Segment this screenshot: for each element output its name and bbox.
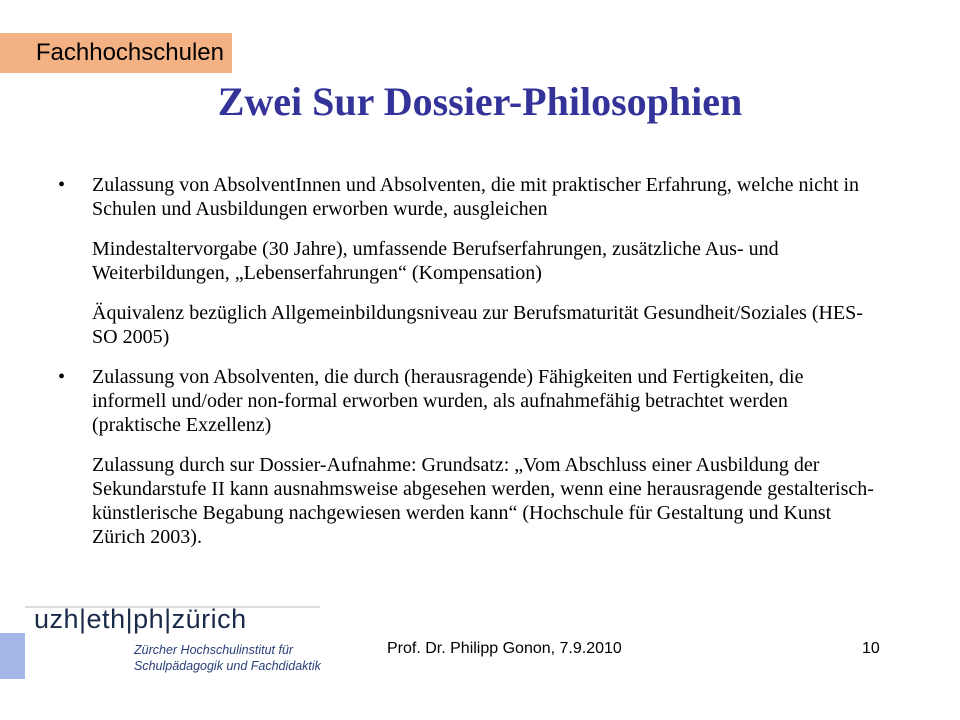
bullet-icon: • bbox=[58, 366, 66, 388]
institution-subtitle bbox=[134, 642, 324, 674]
footer-author: Prof. Dr. Philipp Gonon, 7.9.2010 bbox=[387, 640, 622, 657]
bullet-item bbox=[56, 365, 876, 437]
slide-title: Zwei Sur Dossier-Philosophien bbox=[217, 79, 743, 124]
sub-paragraph: Zulassung durch sur Dossier-Aufnahme: Grundsatz: „Vom Abschluss einer Ausbildung der Sekundarstufe II kann ausnahmsweise abgesehen werden, wenn eine herausragende gestalterisch-künstlerische Begabung nachgewiesen werden kann“ (Hochschule für Gestaltung und Kunst Zürich 2003). bbox=[92, 454, 874, 548]
bullet-text: Zulassung von Absolventen, die durch (herausragende) Fähigkeiten und Fertigkeiten, die informell und/oder non-formal erworben wurden, als aufnahmefähig betrachtet werden (praktische Exzellenz) bbox=[92, 366, 804, 436]
bullet-icon: • bbox=[58, 174, 66, 196]
institution-logo: uzh|eth|ph|zürich bbox=[34, 604, 247, 634]
bullet-item bbox=[56, 173, 876, 221]
logo-accent-bar bbox=[0, 633, 25, 679]
sub-paragraph: Mindestaltervorgabe (30 Jahre), umfassende Berufserfahrungen, zusätzliche Aus- und Weiterbildungen, „Lebenserfahrungen“ (Kompensation) bbox=[92, 238, 779, 284]
bullet-text: Zulassung von AbsolventInnen und Absolventen, die mit praktischer Erfahrung, welche nicht in Schulen und Ausbildungen erworben wurde, ausgleichen bbox=[92, 174, 860, 220]
institution-subtitle-line: Schulpädagogik und Fachdidaktik bbox=[134, 659, 321, 673]
section-tag: Fachhochschulen bbox=[0, 33, 232, 73]
sub-paragraph: Äquivalenz bezüglich Allgemeinbildungsniveau zur Berufsmaturität Gesundheit/Soziales (HES-SO 2005) bbox=[92, 302, 863, 348]
institution-subtitle-line: Zürcher Hochschulinstitut für bbox=[134, 643, 294, 657]
page-number: 10 bbox=[862, 640, 880, 657]
slide-content bbox=[56, 173, 876, 565]
